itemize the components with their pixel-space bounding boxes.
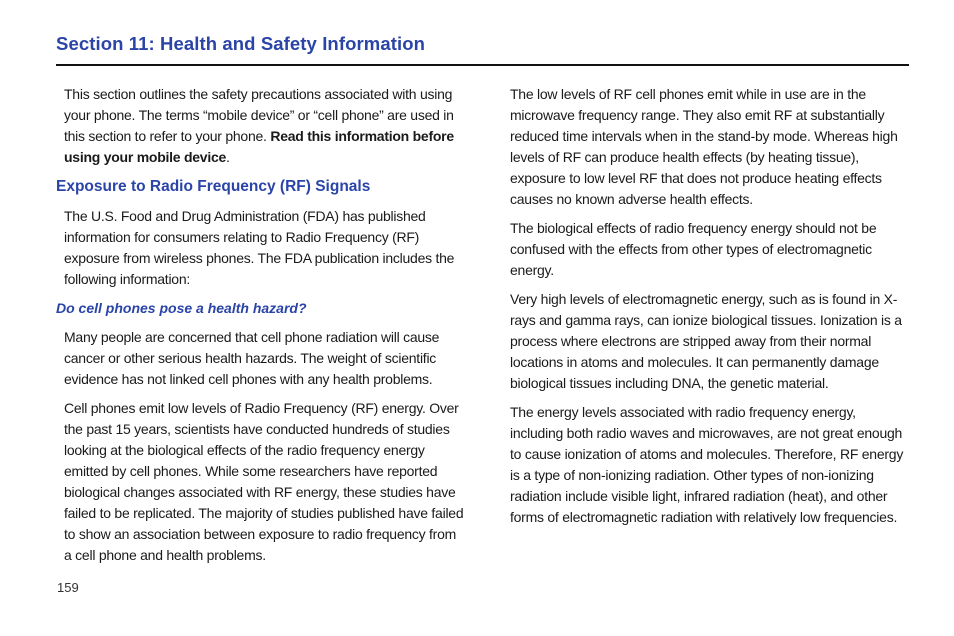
right-column: [510, 84, 910, 536]
intro-paragraph: [64, 84, 464, 168]
ionization-paragraph: Very high levels of electromagnetic energy, such as is found in X-rays and gamma rays, can ionize biological tissues. Ionization is a process where electrons are stripped away from their normal locations in atoms and molecules. It can permanently damage biological tissues including DNA, the genetic material.: [510, 291, 902, 391]
fda-paragraph: The U.S. Food and Drug Administration (FDA) has published information for consumers relating to Radio Frequency (RF) exposure from wireless phones. The FDA publication includes the following information:: [64, 208, 455, 287]
low-levels-paragraph: The low levels of RF cell phones emit while in use are in the microwave frequency range. They also emit RF at substantially reduced time intervals when in the stand-by mode. Whereas high levels of RF can produce health effects (by heating tissue), exposure to low level RF that does not produce heating effects causes no known adverse health effects.: [510, 86, 898, 207]
title-divider: [56, 64, 909, 66]
intro-text: This section outlines the safety precautions associated with using your phone. The terms “mobile device” or “cell phone” are used in this section to refer to your phone.: [64, 86, 454, 144]
page-number: 159: [57, 580, 79, 595]
intro-bold-text: Read this information before using your mobile device: [64, 128, 454, 165]
heading-rf-exposure: Exposure to Radio Frequency (RF) Signals: [56, 178, 371, 195]
intro-end: .: [226, 149, 230, 165]
subheading-health-hazard: Do cell phones pose a health hazard?: [56, 300, 307, 316]
section-title: Section 11: Health and Safety Information: [56, 33, 426, 54]
concern-paragraph: Many people are concerned that cell phone radiation will cause cancer or other serious health hazards. The weight of scientific evidence has not linked cell phones with any health problems.: [64, 329, 440, 387]
non-ionizing-paragraph: The energy levels associated with radio frequency energy, including both radio waves and microwaves, are not great enough to cause ionization of atoms and molecules. Therefore, RF energy is a type of non-ionizing radiation. Other types of non-ionizing radiation include visible light, infrared radiation (heat), and other forms of electromagnetic radiation with relatively low frequencies.: [510, 404, 904, 525]
left-column: [56, 84, 464, 574]
studies-paragraph: Cell phones emit low levels of Radio Frequency (RF) energy. Over the past 15 years, scientists have conducted hundreds of studies looking at the biological effects of the radio frequency energy emitted by cell phones. While some researchers have reported biological changes associated with RF energy, these studies have failed to be replicated. The majority of studies published have failed to show an association between exposure to radio frequency from a cell phone and health problems.: [64, 400, 464, 563]
biological-effects-paragraph: The biological effects of radio frequency energy should not be confused with the effects from other types of electromagnetic energy.: [510, 220, 877, 278]
